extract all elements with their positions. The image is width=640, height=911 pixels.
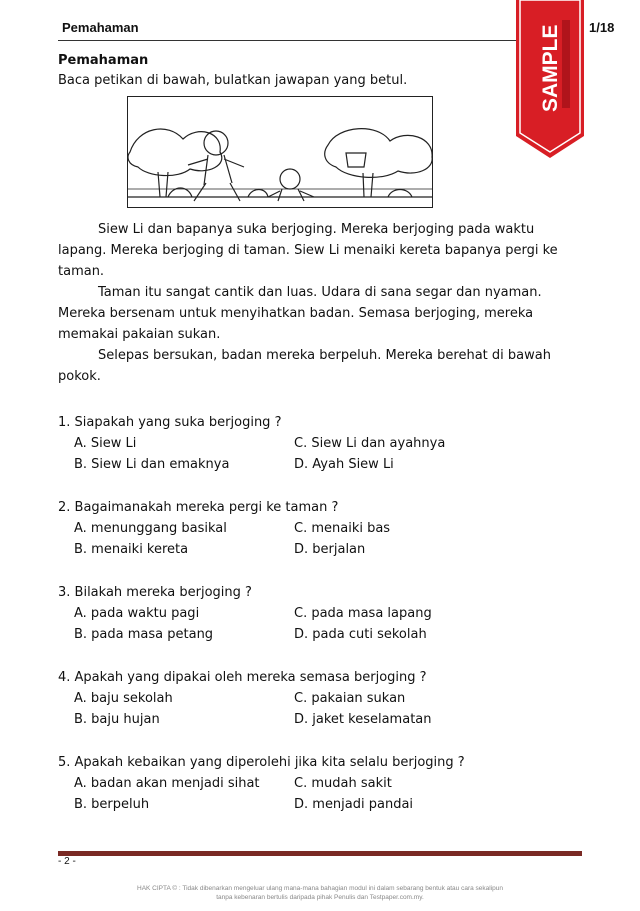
option[interactable]: C. pada masa lapang (294, 606, 432, 621)
option[interactable]: C. pakaian sukan (294, 691, 406, 706)
option[interactable]: C. mudah sakit (294, 776, 392, 791)
question-stem: 2. Bagaimanakah mereka pergi ke taman ? (58, 500, 339, 515)
option[interactable]: B. menaiki kereta (74, 542, 189, 557)
option[interactable]: D. jaket keselamatan (294, 712, 432, 727)
passage-paragraph: Siew Li dan bapanya suka berjoging. Mereka berjoging pada waktu lapang. Mereka berjoging di taman. Siew Li menaiki kereta bapanya pergi ke taman. (58, 222, 558, 279)
option[interactable]: B. baju hujan (74, 712, 160, 727)
option[interactable]: C. Siew Li dan ayahnya (294, 436, 446, 451)
option[interactable]: A. menunggang basikal (74, 521, 227, 536)
question-1 (58, 412, 578, 475)
option[interactable]: C. menaiki bas (294, 521, 391, 536)
header-title: Pemahaman (62, 20, 139, 35)
question-stem: 4. Apakah yang dipakai oleh mereka semasa berjoging ? (58, 670, 427, 685)
question-4 (58, 667, 578, 730)
option[interactable]: D. menjadi pandai (294, 797, 414, 812)
question-stem: 1. Siapakah yang suka berjoging ? (58, 415, 282, 430)
sample-ribbon-label: SAMPLE (539, 24, 562, 112)
option[interactable]: D. pada cuti sekolah (294, 627, 427, 642)
option[interactable]: B. Siew Li dan emaknya (74, 457, 230, 472)
passage-paragraph: Selepas bersukan, badan mereka berpeluh. Mereka berehat di bawah pokok. (58, 348, 551, 384)
page-number: 1/18 (589, 20, 615, 35)
option[interactable]: A. Siew Li (74, 436, 137, 451)
jogging-illustration (127, 96, 433, 208)
question-5 (58, 752, 578, 815)
option[interactable]: B. berpeluh (74, 797, 150, 812)
option[interactable]: D. Ayah Siew Li (294, 457, 394, 472)
option[interactable]: A. pada waktu pagi (74, 606, 200, 621)
copyright-notice: HAK CIPTA © : Tidak dibenarkan mengeluar ulang mana-mana bahagian modul ini dalam sebarang bentuk atau cara sekalipun tanpa kebenaran bertulis daripada pihak Penulis dan Testpaper.com.my. (137, 885, 503, 901)
footer-page-number: - 2 - (58, 856, 76, 867)
question-stem: 5. Apakah kebaikan yang diperolehi jika kita selalu berjoging ? (58, 755, 465, 770)
question-stem: 3. Bilakah mereka berjoging ? (58, 585, 252, 600)
footer-bar (58, 851, 582, 856)
question-2 (58, 497, 578, 560)
option[interactable]: A. badan akan menjadi sihat (74, 776, 260, 791)
question-3 (58, 582, 578, 645)
option[interactable]: A. baju sekolah (74, 691, 173, 706)
passage-paragraph: Taman itu sangat cantik dan luas. Udara di sana segar dan nyaman. Mereka bersenam untuk menyihatkan badan. Semasa berjoging, mereka memakai pakaian sukan. (58, 285, 542, 342)
sample-ribbon (516, 0, 584, 158)
option[interactable]: D. berjalan (294, 542, 366, 557)
option[interactable]: B. pada masa petang (74, 627, 214, 642)
section-title: Pemahaman (58, 53, 149, 68)
reading-passage (58, 219, 578, 387)
header-rule (58, 40, 582, 41)
instruction: Baca petikan di bawah, bulatkan jawapan yang betul. (58, 73, 408, 88)
